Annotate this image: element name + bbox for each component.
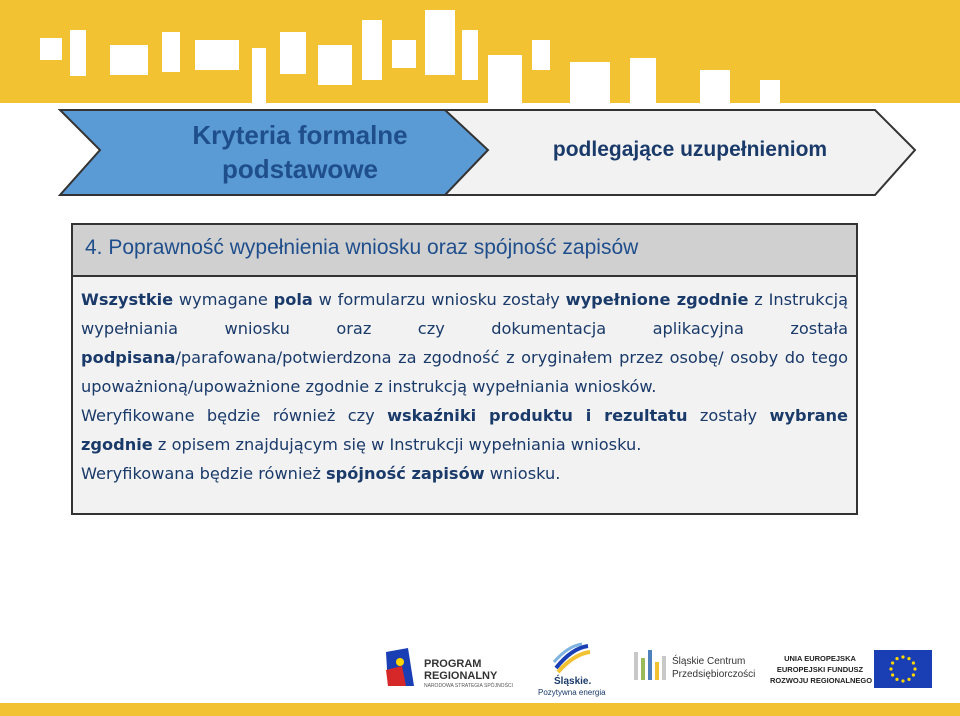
eu-line1: UNIA EUROPEJSKA [784,654,856,663]
criteria-body [73,277,856,488]
text: zostały [687,406,770,425]
text: Weryfikowana będzie również [81,464,327,483]
text: wymagane [173,290,274,309]
centrum-bars-icon [632,648,668,684]
centrum-line2: Przedsiębiorczości [672,669,756,680]
chevron-label-secondary: podlegające uzupełnieniom [552,138,828,161]
program-regionalny-logo [382,646,522,696]
centrum-logo [632,648,757,694]
criteria-paragraph-2 [81,401,848,459]
logo-bar [0,640,960,702]
criteria-paragraph-3 [81,459,848,488]
chevron-label-primary [140,118,460,186]
text: Weryfikowane będzie również czy [81,406,388,425]
text: /parafowana/potwierdzona za zgodność z oryginałem przez osobę/ osoby do tego upoważnioną/upoważnione zgodnie z instrukcją wypełniania wniosków. [81,348,848,396]
text: z Instrukcją wypełniania wniosku oraz czy dokumentacja aplikacyjna została [81,290,848,338]
bold-text: Wszystkie [81,290,174,309]
bold-text: podpisana [81,348,176,367]
text: z opisem znajdującym się w Instrukcji wypełniania wniosku. [152,435,642,454]
eu-flag-icon [874,650,932,688]
chevron-label-line1: Kryteria formalne [192,120,408,150]
bottom-stripe [0,703,960,716]
program-regionalny-emblem-icon [382,646,418,690]
text: wniosku. [484,464,561,483]
chevron-label-line2: podstawowe [221,154,378,184]
centrum-line1: Śląskie Centrum [672,656,746,667]
eu-logo [770,650,935,694]
bold-text: spójność zapisów [326,464,485,483]
eu-line2: EUROPEJSKI FUNDUSZ [776,665,864,674]
slaskie-line1: Śląskie. [554,676,592,687]
program-line1: PROGRAM [424,658,482,670]
criteria-box [71,223,858,515]
criteria-title: 4. Poprawność wypełnienia wniosku oraz spójność zapisów [73,225,856,277]
bold-text: wypełnione zgodnie [565,290,749,309]
bold-text: wybrane zgodnie [81,406,849,454]
text: w formularzu wniosku zostały [312,290,566,309]
slaskie-wave-icon [552,642,592,674]
criteria-paragraph-1 [81,285,848,401]
process-chevrons [0,100,960,200]
slaskie-logo [536,642,608,698]
bold-text: pola [273,290,313,309]
program-line3: NARODOWA STRATEGIA SPÓJNOŚCI [424,683,513,689]
bold-text: wskaźniki produktu i rezultatu [387,406,688,425]
top-banner [0,0,960,103]
eu-line3: ROZWOJU REGIONALNEGO [770,676,873,685]
program-line2: REGIONALNY [424,670,498,682]
slaskie-line2: Pozytywna energia [538,688,606,697]
